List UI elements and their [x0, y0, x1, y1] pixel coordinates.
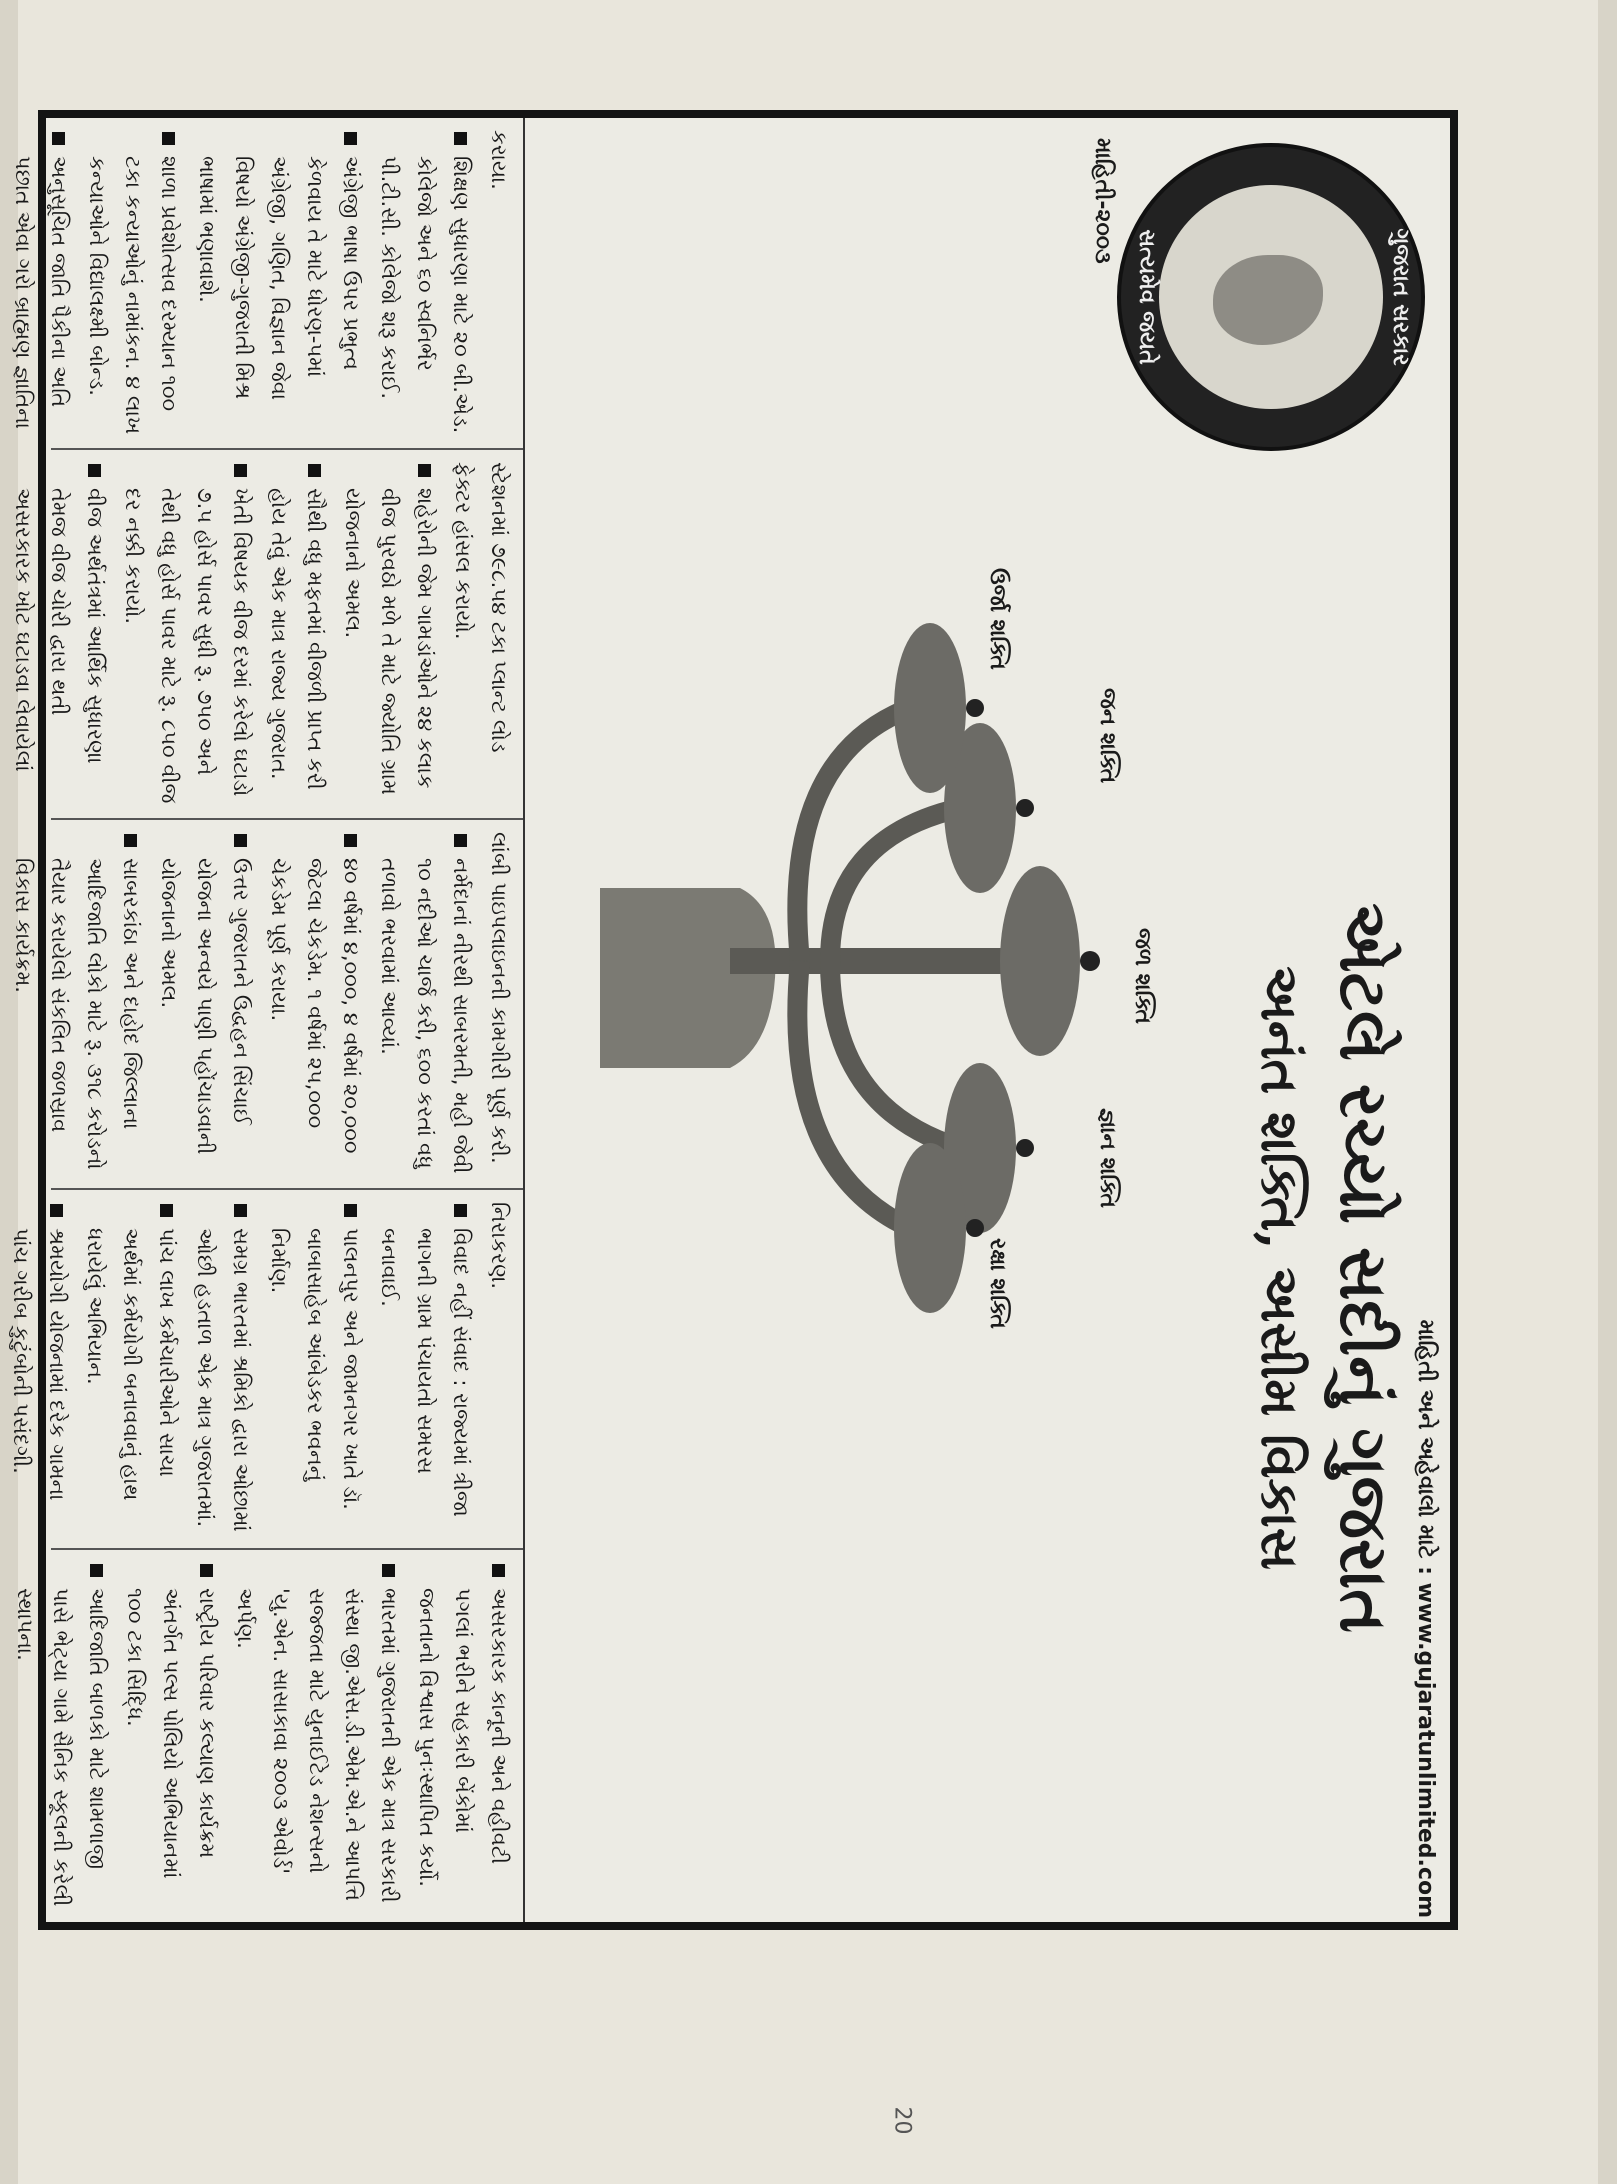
lamp-label: જન શક્તિ [1095, 688, 1120, 784]
bullet-text: સૌથી વધુ મફતમાં વીજળી પ્રાપ્ત કરી હોય તેવું એક માત્ર રાજ્ય ગુજરાત. [267, 488, 327, 790]
bullet-icon [52, 132, 65, 145]
bullet-text: સમગ્ર ભારતમાં શ્રમિકો દ્વારા ઓછામાં ઓછી હડતાળ એક માત્ર ગુજરાતમાં. [193, 1228, 253, 1532]
bullet-icon [492, 1564, 505, 1577]
seal-text-bottom: સત્યમેવ જયતે [1134, 229, 1159, 365]
bullet-icon [418, 464, 431, 477]
bullet-item [371, 832, 479, 1176]
column-1 [11, 118, 523, 448]
bullet-item [77, 1202, 185, 1536]
bullet-item [371, 1202, 479, 1536]
bullet-item [151, 832, 259, 1176]
bullet-text: ૪૦ વર્ષમાં ૪,૦૦૦, ૪ વર્ષમાં ૨૦,૦૦૦ જેટલા ચેકડેમ. ૧ વર્ષમાં ૨૫,૦૦૦ ચેકડેમ પૂર્ણ કરાયા. [267, 858, 363, 1154]
flame-right-outer [1016, 1139, 1034, 1157]
paragraph: લાંબી પાઇપલાઇનની કામગીરી પૂર્ણ કરી. [487, 832, 511, 1164]
bullet-item [3, 1202, 75, 1536]
website-line: માહિતી અને અહેવાલો માટે : www.gujaratunlimited.com [1413, 1319, 1438, 1918]
bullet-text: રાષ્ટ્રીય પરિવાર કલ્યાણ કાર્યક્રમ અંતર્ગત પલ્સ પોલિયો અભિયાનમાં ૧૦૦ ટકા સિદ્ધિ. [123, 1588, 219, 1879]
ad-date: માહિતી-૨૦૦૩ [1090, 138, 1115, 264]
bullet-item [79, 130, 187, 436]
bullet-icon [160, 1204, 173, 1217]
paragraph: સ્ટેશનમાં ૭૯૮.૫૪ ટકા પ્લાન્ટ લોડ ફેક્ટર હાંસલ કરાયો. [451, 462, 511, 753]
bullet-text: શ્રમયોગી યોજનામાં દરેક ગામના પાંચ ગરીબ કુટુંબોની પસંદગી. [9, 1228, 69, 1501]
bullet-icon [344, 834, 357, 847]
bullet-text: પાલનપુર અને જામનગર ખાતે ડૉ. બાબાસાહેબ આંબેડકર ભવનનું નિર્માણ. [267, 1228, 363, 1510]
bullet-item [335, 462, 443, 806]
column-4 [9, 1188, 523, 1548]
advertisement [9, 110, 1458, 1930]
seal-inner [1159, 185, 1383, 409]
bullet-text: શિક્ષણ સુધારણા માટે ૨૦ બી.એડ. કોલેજો અને ૬૦ સ્વનિર્ભર પી.ટી.સી. કોલેજો શરૂ કરાઈ. [377, 156, 473, 434]
bullet-icon [454, 834, 467, 847]
bullet-icon [50, 1204, 63, 1217]
bullet-icon [162, 132, 175, 145]
bullet-icon [90, 1564, 103, 1577]
ad-headline: એટલે રચ્યો સદીનું ગુજરાત [1325, 903, 1403, 1633]
bullet-item [115, 462, 259, 806]
government-seal-logo [1117, 143, 1425, 451]
bullet-icon [344, 1204, 357, 1217]
bullet-text: વિવાદ નહીં સંવાદ : રાજ્યમાં ત્રીજા ભાગની ગ્રામ પંચાયતો સમરસ બનાવાઈ. [377, 1228, 473, 1517]
flame-center [1080, 951, 1100, 971]
bullet-text: પાંચ લાખ કર્મચારીઓને સાચા અર્થમાં કર્મયોગી બનાવવાનું હાથ ધરાયેલું અભિયાન. [83, 1228, 179, 1501]
flame-left-outer [1016, 799, 1034, 817]
bullet-item [117, 1562, 225, 1910]
hand-shape [600, 888, 776, 1068]
bullet-icon [308, 464, 321, 477]
lamp-bowl-center [1000, 866, 1080, 1056]
seal-text-top: ગુજરાત સરકાર [1388, 228, 1413, 366]
flame-left-inner [966, 699, 984, 717]
gujarat-map-icon [1213, 255, 1323, 345]
flame-right-inner [966, 1219, 984, 1237]
bullet-text: આદિજાતિ બાળકો માટે શામળાજી પાસે ભેટ્યા ગામે સૈનિક સ્કૂલની કરેલી સ્થાપના. [13, 1588, 109, 1907]
bullet-icon [382, 1564, 395, 1577]
bullet-text: ખેતી વિષયક વીજ દરમાં કરેલો ઘટાડો ૭.૫ હોર્સ પાવર સુધી રૂ. ૭૫૦ અને તેથી વધુ હોર્સ પાવર માટે રૂ. ૮૫૦ વીજ દર નક્કી કરાયો. [121, 488, 253, 804]
bullet-item [261, 1202, 369, 1536]
lamp-arm-right-outer [830, 961, 960, 1148]
bullet-item [261, 462, 333, 806]
bullet-item [189, 130, 369, 436]
bullet-text: નર્મદાનાં નીરથી સાબરમતી, મહી જેવી ૧૦ નદીઓ ચાર્જ કરી, ૬૦૦ કરતાં વધુ તળાવો ભરવામાં આવ્યાં. [377, 858, 473, 1174]
bullet-item [409, 1562, 517, 1910]
column-5 [13, 1548, 523, 1922]
lamp-bowl-right-inner [894, 1143, 966, 1313]
paragraph: નિરાકરણ. [487, 1202, 511, 1290]
ad-subhead: અનંત શક્તિ, અસીમ વિકાસ [1249, 966, 1310, 1570]
lamp-label: રક્ષા શક્તિ [985, 1238, 1010, 1329]
lamp-arm-right-inner [797, 961, 910, 1228]
bullet-text: અસરકારક કાનૂની અને વહીવટી પગલાં ભરીને સહકારી બેંકોમાં જનતાનો વિશ્વાસ પુનઃસ્થાપિત કર્યો. [415, 1588, 511, 1887]
bullet-text: શાળા પ્રવેશોત્સવ દરમ્યાન ૧૦૦ ટકા કન્યાઓનું નામાંકન. ૪ લાખ કન્યાઓને વિદ્યાલક્ષ્મી બોન્ડ. [85, 156, 181, 435]
bullet-item [0, 462, 113, 806]
page-number: 20 [889, 2106, 915, 2135]
bullet-icon [344, 132, 357, 145]
bullet-text: ઉત્તર ગુજરાતને ઉદ્વહન સિંચાઈ યોજના અન્વયે પાણી પહોંચાડવાની યોજનાનો અમલ. [157, 858, 253, 1155]
bullet-text: અંગ્રેજી ભાષા ઉપર પ્રભુત્વ કેળવાય તે માટે ધોરણ-૫માં અંગ્રેજી, ગણિત, વિજ્ઞાન જેવા વિષયો અંગ્રેજી-ગુજરાતી મિશ્ર ભાષામાં ભણાવાશે. [195, 156, 363, 401]
bullet-text: ભારતમાં ગુજરાતની એક માત્ર સરકારી સંસ્થા જી.એસ.ડી.એમ.એ.ને આપત્તિ સજ્જતા માટે યુનાઈટેડ નેશન્સનો 'યુ.એન. સાસાકાવા ૨૦૦૩ એવોર્ડ' અર્પણ. [233, 1588, 401, 1903]
bullet-icon [454, 1204, 467, 1217]
bullet-item [5, 832, 149, 1176]
text-columns [9, 118, 525, 1922]
bullet-icon [454, 132, 467, 145]
bullet-item [371, 130, 479, 436]
bullet-item [187, 1202, 259, 1536]
lamp-label: ઉર્જા શક્તિ [985, 568, 1010, 670]
bullet-item [7, 1562, 115, 1910]
bullet-icon [124, 834, 137, 847]
lamp-arm-left-outer [830, 808, 960, 961]
bullet-item [227, 1562, 407, 1910]
bullet-icon [88, 464, 101, 477]
lamp-label: જળ શક્તિ [1130, 928, 1155, 1025]
bullet-icon [200, 1564, 213, 1577]
column-3 [11, 818, 523, 1188]
bullet-text: વીજ અર્થતંત્રમાં આર્થિક સુધારણા તેમજ વીજ ચોરી દ્વારા થતી અસરકારક ખોટ ઘટાડવા લેવાયેલાં [11, 488, 107, 772]
bullet-icon [234, 1204, 247, 1217]
lamp-label: જ્ઞાન શક્તિ [1095, 1108, 1120, 1208]
paragraph: કરાયા. [487, 130, 511, 190]
oil-lamp-icon [600, 508, 1160, 1408]
bullet-text: સાબરકાંઠા અને દાહોદ જિલ્લાના આદિજાતિ લોકો માટે રૂ. ૩૧૮ કરોડનો તૈયાર કરાયેલો સંકલિત જળસ્રાવ વિકાસ કાર્યક્રમ. [11, 858, 143, 1170]
bullet-icon [234, 464, 247, 477]
bullet-item [0, 130, 77, 436]
column-2 [11, 448, 523, 818]
lamp-illustration [600, 508, 1160, 1408]
bullet-text: શહેરોની જેમ ગામડાંઓને ૨૪ કલાક વીજ પુરવઠો મળે તે માટે જ્યોતિ ગ્રામ યોજનાનો અમલ. [341, 488, 437, 795]
bullet-item [261, 832, 369, 1176]
lamp-stem [730, 948, 1020, 974]
bullet-text: અનુસૂચિત જાતિ પૈકીના અતિ પછાત એવા ગરો બ્રાહ્મણ જ્ઞાતિના [11, 156, 71, 429]
lamp-bowl-left-inner [894, 623, 966, 793]
bullet-icon [234, 834, 247, 847]
